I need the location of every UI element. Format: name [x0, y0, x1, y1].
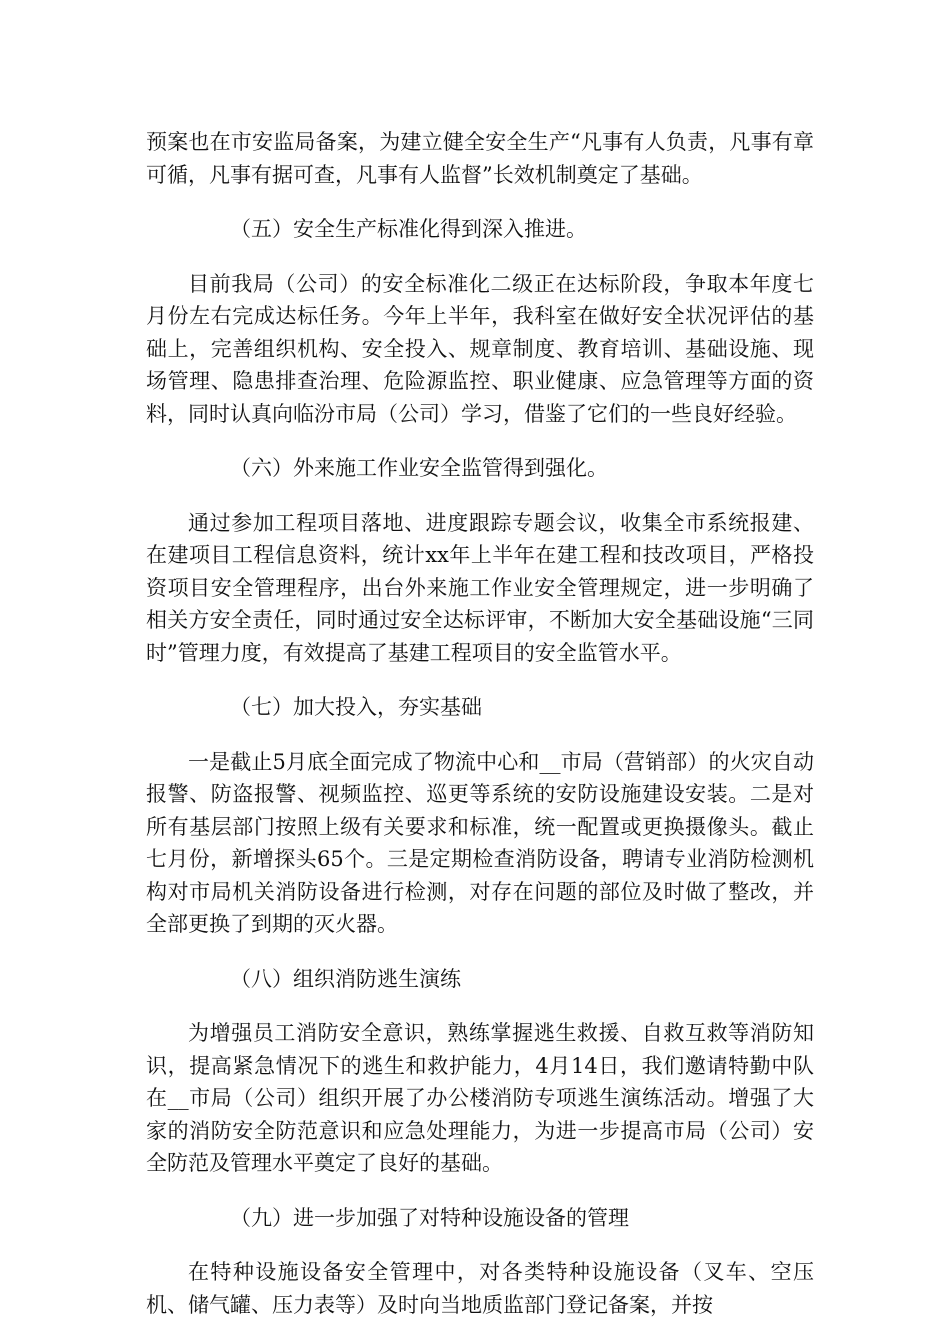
paragraph-7: 一是截止5月底全面完成了物流中心和__市局（营销部）的火灾自动报警、防盗报警、视频监控、巡更等系统的安防设施建设安装。二是对所有基层部门按照上级有关要求和标准，统一配置或更换摄像头。截止七月份，新增探头65个。三是定期检查消防设备，聘请专业消防检测机构对市局机关消防设备进行检测，对存在问题的部位及时做了整改，并全部更换了到期的灭火器。 [146, 749, 814, 936]
spacer [146, 941, 814, 963]
section-heading-5: （五）安全生产标准化得到深入推进。 [230, 217, 587, 241]
section-heading-9: （九）进一步加强了对特种设施设备的管理 [230, 1205, 629, 1230]
paragraph-6: 通过参加工程项目落地、进度跟踪专题会议，收集全市系统报建、在建项目工程信息资料，统计xx年上半年在建工程和技改项目，严格投资项目安全管理程序，出台外来施工作业安全管理规定，进一步明确了相关方安全责任，同时通过安全达标评审，不断加大安全基础设施“三同时”管理力度，有效提高了基建工程项目的安全监管水平。 [146, 510, 814, 665]
spacer [146, 1180, 814, 1202]
section-heading-8: （八）组织消防逃生演练 [230, 966, 461, 991]
paragraph-9: 在特种设施设备安全管理中，对各类特种设施设备（叉车、空压机、储气罐、压力表等）及时向当地质监部门登记备案，并按 [146, 1260, 814, 1317]
paragraph-5: 目前我局（公司）的安全标准化二级正在达标阶段，争取本年度七月份左右完成达标任务。今年上半年，我科室在做好安全状况评估的基础上，完善组织机构、安全投入、规章制度、教育培训、基础设施、现场管理、隐患排查治理、危险源监控、职业健康、应急管理等方面的资料，同时认真向临汾市局（公司）学习，借鉴了它们的一些良好经验。 [146, 271, 814, 426]
spacer [146, 246, 814, 268]
spacer [146, 430, 814, 452]
spacer [146, 485, 814, 507]
spacer [146, 724, 814, 746]
section-heading-6: （六）外来施工作业安全监管得到强化。 [230, 456, 608, 480]
paragraph-continued: 预案也在市安监局备案，为建立健全安全生产“凡事有人负责，凡事有章可循，凡事有据可查，凡事有人监督”长效机制奠定了基础。 [146, 130, 814, 187]
document-body [146, 126, 814, 1321]
spacer [146, 995, 814, 1017]
paragraph-8: 为增强员工消防安全意识，熟练掌握逃生救援、自救互救等消防知识，提高紧急情况下的逃生和救护能力，4月14日，我们邀请特勤中队在__市局（公司）组织开展了办公楼消防专项逃生演练活动。增强了大家的消防安全防范意识和应急处理能力，为进一步提高市局（公司）安全防范及管理水平奠定了良好的基础。 [146, 1021, 814, 1175]
section-heading-7: （七）加大投入，夯实基础 [230, 695, 482, 719]
spacer [146, 191, 814, 213]
spacer [146, 669, 814, 691]
spacer [146, 1234, 814, 1256]
